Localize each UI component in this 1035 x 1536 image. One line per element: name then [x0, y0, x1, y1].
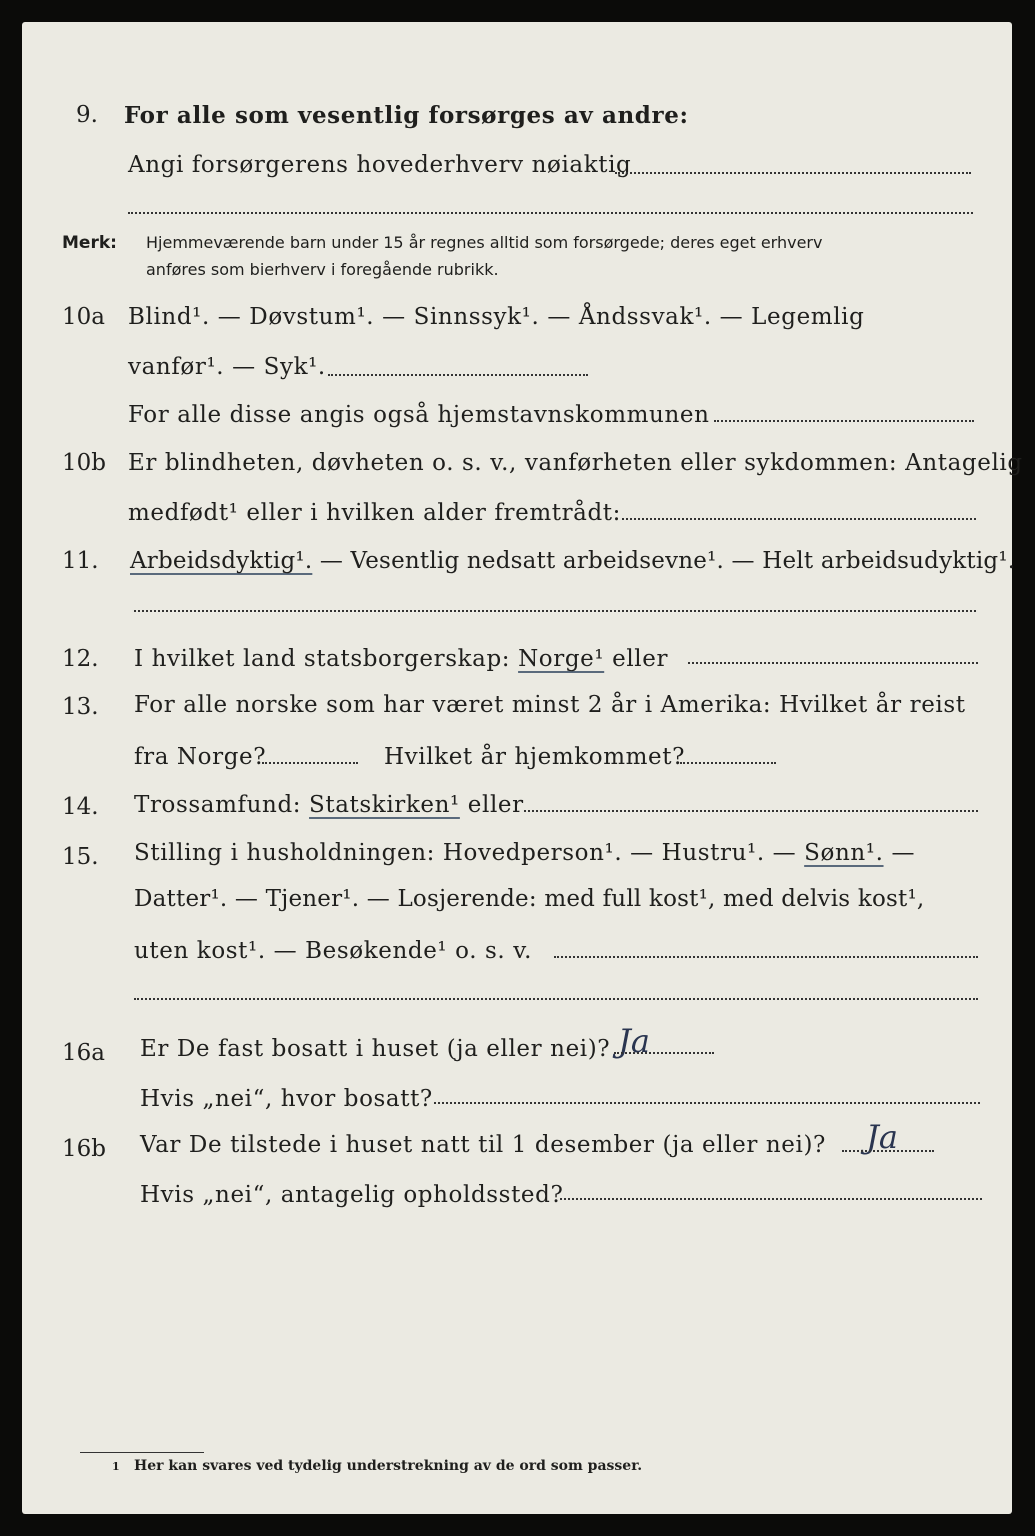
- q13-line2b: Hvilket år hjemkommet?: [384, 744, 686, 770]
- q11-options: — Vesentlig nedsatt arbeidsevne¹. — Helt arbeidsudyktig¹.: [312, 548, 1016, 574]
- q16a-line2: Hvis „nei“, hvor bosatt?: [140, 1086, 433, 1112]
- q10a-line1: Blind¹. — Døvstum¹. — Sinnssyk¹. — Åndssvak¹. — Legemlig: [128, 304, 865, 330]
- q16b-handwritten-answer: Ja: [866, 1118, 898, 1156]
- q16b-number: 16b: [62, 1136, 106, 1162]
- q12-or: eller: [604, 646, 669, 672]
- q14-or: eller: [459, 792, 524, 818]
- q11-number: 11.: [62, 548, 99, 574]
- q15-line3: uten kost¹. — Besøkende¹ o. s. v.: [134, 938, 533, 964]
- q9-title: For alle som vesentlig forsørges av andre:: [124, 102, 689, 129]
- q14-selected-option[interactable]: Statskirken¹: [309, 792, 460, 818]
- merk-line2: anføres som bierhverv i foregående rubrikk.: [146, 260, 499, 279]
- q16a-residence-line[interactable]: [434, 1102, 980, 1104]
- q15-number: 15.: [62, 844, 99, 870]
- q15-answer-line-2[interactable]: [134, 998, 978, 1000]
- q14-prompt: Trossamfund:: [134, 792, 310, 818]
- q13-line2a: fra Norge?: [134, 744, 267, 770]
- q10a-line2: vanfør¹. — Syk¹.: [128, 354, 326, 380]
- q12-selected-option[interactable]: Norge¹: [518, 646, 605, 672]
- q14-number: 14.: [62, 794, 99, 820]
- q11-text: [130, 548, 1015, 574]
- q10b-number: 10b: [62, 450, 106, 476]
- q16b-line2: Hvis „nei“, antagelig opholdssted?: [140, 1182, 564, 1208]
- q10b-line1: Er blindheten, døvheten o. s. v., vanførheten eller sykdommen: Antagelig: [128, 450, 1023, 476]
- q13-returned-line[interactable]: [680, 762, 776, 764]
- q10a-answer-line[interactable]: [328, 374, 588, 376]
- q16b-line1: Var De tilstede i huset natt til 1 desember (ja eller nei)?: [140, 1132, 826, 1158]
- q15-selected-option[interactable]: Sønn¹.: [804, 840, 884, 866]
- q12-prompt: I hvilket land statsborgerskap:: [134, 646, 519, 672]
- q12-answer-line[interactable]: [688, 662, 978, 664]
- q13-number: 13.: [62, 694, 99, 720]
- q16a-answer-line[interactable]: [614, 1052, 714, 1054]
- q15-options-a: Stilling i husholdningen: Hovedperson¹. — Hustru¹. —: [134, 840, 805, 866]
- q16b-location-line[interactable]: [560, 1198, 982, 1200]
- q15-answer-line[interactable]: [554, 956, 978, 958]
- q10a-number: 10a: [62, 304, 105, 330]
- q16a-number: 16a: [62, 1040, 105, 1066]
- q15-line2: Datter¹. — Tjener¹. — Losjerende: med full kost¹, med delvis kost¹,: [134, 886, 925, 912]
- q13-emigrated-line[interactable]: [262, 762, 358, 764]
- q9-answer-line-2[interactable]: [128, 212, 973, 214]
- q10b-answer-line[interactable]: [622, 518, 976, 520]
- q13-line1: For alle norske som har været minst 2 år i Amerika: Hvilket år reist: [134, 692, 966, 718]
- q10a-line3: For alle disse angis også hjemstavnskommunen: [128, 402, 710, 428]
- footnote-rule: [80, 1452, 204, 1453]
- q16a-handwritten-answer: Ja: [618, 1022, 650, 1060]
- q16a-line1: Er De fast bosatt i huset (ja eller nei)?: [140, 1036, 611, 1062]
- merk-line1: Hjemmeværende barn under 15 år regnes alltid som forsørgede; deres eget erhverv: [146, 233, 823, 252]
- q16b-answer-line[interactable]: [842, 1150, 934, 1152]
- q11-selected-option[interactable]: Arbeidsdyktig¹.: [130, 548, 313, 574]
- q14-text: [134, 792, 524, 818]
- q15-line1: [134, 840, 915, 866]
- q11-answer-line[interactable]: [134, 610, 976, 612]
- footnote-mark: 1: [112, 1460, 120, 1473]
- q12-number: 12.: [62, 646, 99, 672]
- q9-answer-line[interactable]: [615, 172, 971, 174]
- q10b-line2: medfødt¹ eller i hvilken alder fremtrådt:: [128, 500, 621, 526]
- q10a-hometown-line[interactable]: [714, 420, 974, 422]
- footnote-text: Her kan svares ved tydelig understrekning av de ord som passer.: [134, 1458, 643, 1474]
- merk-label: Merk:: [62, 233, 117, 253]
- q15-dash: —: [883, 840, 916, 866]
- q12-text: [134, 646, 668, 672]
- q9-text: Angi forsørgerens hovederhverv nøiaktig: [128, 152, 632, 178]
- q14-answer-line[interactable]: [524, 810, 978, 812]
- q9-number: 9.: [76, 102, 98, 128]
